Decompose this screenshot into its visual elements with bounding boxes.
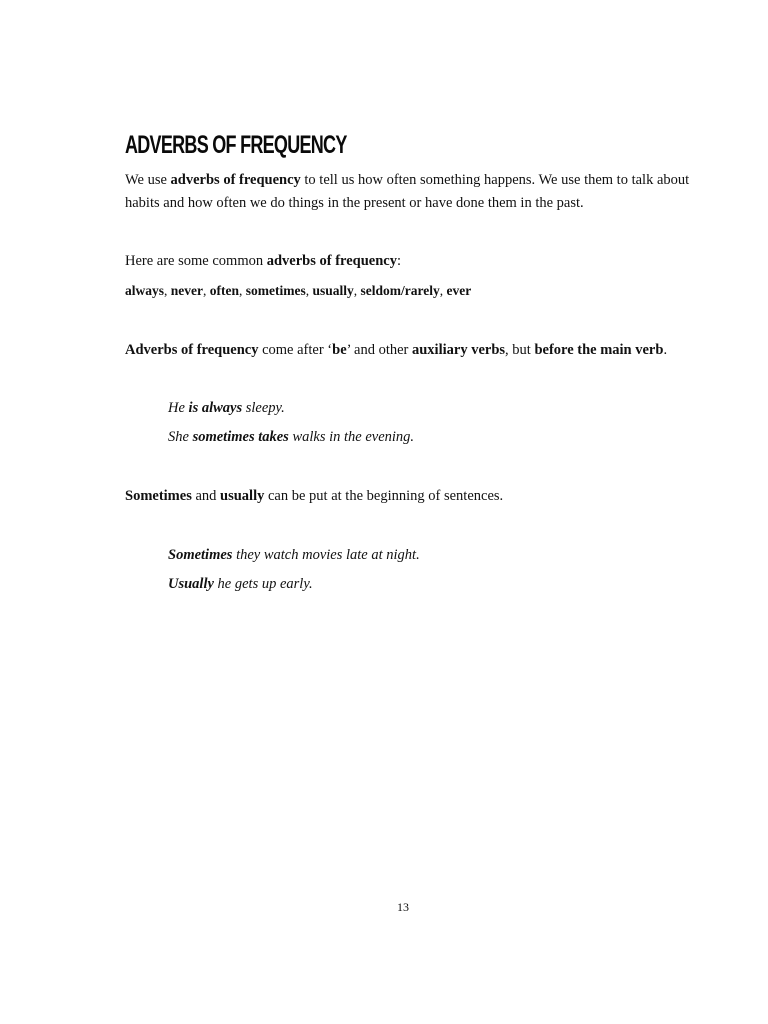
example-text: walks in the evening. (288, 429, 415, 445)
sometimes-rule (125, 487, 503, 505)
rule-text: can be put at the beginning of sentences. (264, 488, 504, 504)
rule-text: come after ‘ (258, 342, 333, 358)
common-colon: : (396, 253, 401, 269)
example-sentence (168, 399, 285, 417)
common-adverbs-intro (125, 252, 401, 270)
example-text: sleepy. (242, 400, 285, 416)
example-highlight: is always (188, 400, 243, 416)
example-highlight: Usually (168, 576, 214, 592)
rule-text: ’ and other (346, 342, 412, 358)
rule-term: auxiliary verbs (411, 342, 506, 358)
rule-term: be (332, 342, 347, 358)
common-text: Here are some common (125, 253, 267, 269)
example-highlight: Sometimes (168, 547, 233, 563)
adverb-item: often (209, 283, 239, 298)
example-text: She (168, 429, 193, 445)
adverb-list: always, never, often, sometimes, usually, seldom/rarely, ever (125, 283, 472, 298)
rule-text: and (191, 488, 221, 504)
example-sentence (168, 546, 420, 564)
example-text: they watch movies late at night. (232, 547, 420, 563)
example-sentence (168, 428, 414, 446)
intro-text: We use (125, 172, 171, 188)
rule-text: , but (505, 342, 535, 358)
adverb-item: sometimes (245, 283, 306, 298)
example-highlight: sometimes takes (192, 429, 289, 445)
example-text: he gets up early. (213, 576, 313, 592)
intro-text: to tell us how often something happens. We use them to talk about (300, 172, 690, 188)
common-term: adverbs of frequency (266, 253, 397, 269)
adverb-item: usually (312, 283, 354, 298)
position-rule (125, 341, 667, 359)
rule-term: Sometimes (125, 488, 192, 504)
intro-term: adverbs of frequency (170, 172, 301, 188)
rule-term: Adverbs of frequency (125, 342, 259, 358)
page-number: 13 (397, 900, 409, 914)
example-text: He (168, 400, 189, 416)
example-sentence (168, 575, 313, 593)
adverb-item: seldom/rarely (360, 283, 440, 298)
adverb-item: never (170, 283, 203, 298)
page-title: ADVERBS OF FREQUENCY (125, 131, 347, 159)
adverb-item: always (125, 283, 165, 298)
rule-text: . (663, 342, 668, 358)
adverb-item: ever (446, 283, 472, 298)
rule-term: usually (220, 488, 265, 504)
intro-line-1 (125, 171, 689, 189)
rule-term: before the main verb (534, 342, 664, 358)
intro-line-2: habits and how often we do things in the present or have done them in the past. (125, 195, 584, 211)
